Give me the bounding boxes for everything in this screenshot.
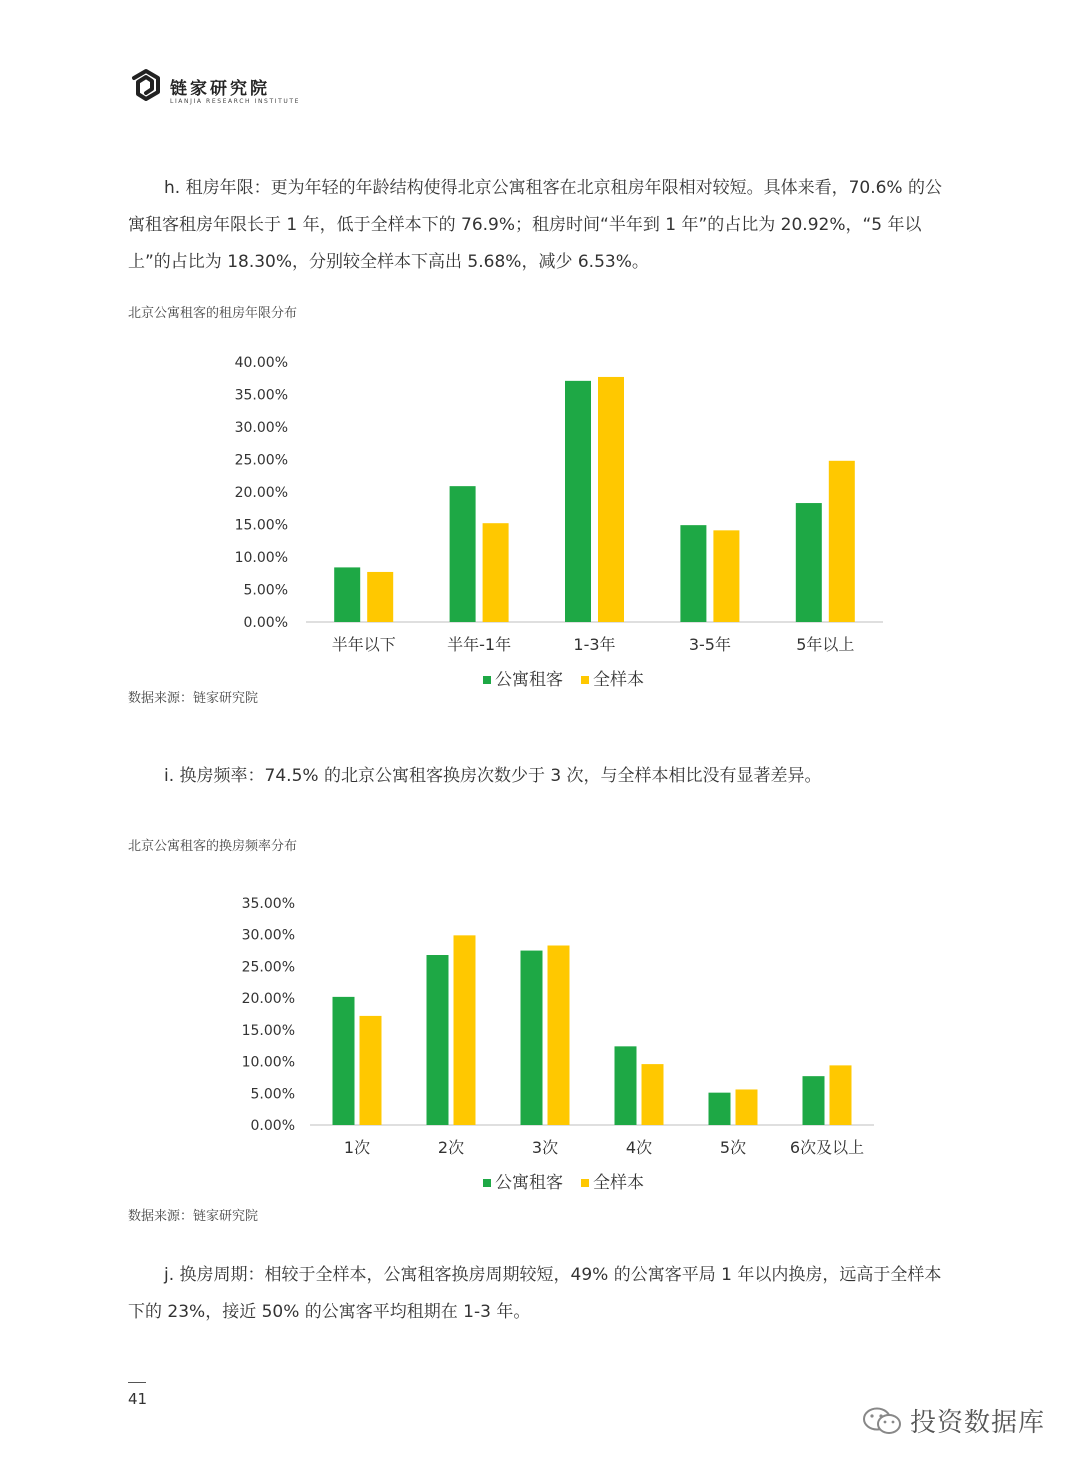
- bar-apartment: [427, 955, 449, 1125]
- y-tick-label: 5.00%: [250, 1086, 295, 1103]
- bar-apartment: [796, 503, 822, 622]
- bar-apartment: [680, 525, 706, 622]
- legend-label: 公寓租客: [495, 670, 563, 690]
- chart2-caption: 北京公寓租客的换房频率分布: [128, 839, 298, 854]
- bar-all-sample: [548, 945, 570, 1125]
- y-tick-label: 10.00%: [234, 550, 288, 566]
- x-tick-label: 5年以上: [796, 635, 855, 654]
- wechat-icon: [862, 1406, 904, 1436]
- x-tick-label: 半年以下: [331, 635, 396, 654]
- y-tick-label: 15.00%: [234, 517, 288, 534]
- y-tick-label: 20.00%: [234, 485, 288, 501]
- paragraph-text: h. 租房年限：更为年轻的年龄结构使得北京公寓租客在北京租房年限相对较短。具体来看，70.6% 的公寓租客租房年限长于 1 年，低于全样本下的 76.9%；租房时间“半年到 1 年”的占比为 20.92%，“5 年以上”的占比为 18.30%，分别较全样本下高出 5.68%，减少 6.53%。: [128, 178, 942, 272]
- x-tick-label: 4次: [625, 1138, 653, 1157]
- bar-apartment: [803, 1076, 825, 1125]
- page-number: 41: [128, 1390, 148, 1408]
- y-tick-label: 0.00%: [250, 1118, 295, 1134]
- watermark-text: 投资数据库: [910, 1408, 1046, 1438]
- bar-apartment: [615, 1046, 637, 1125]
- paragraph-text: i. 换房频率：74.5% 的北京公寓租客换房次数少于 3 次，与全样本相比没有显著差异。: [164, 766, 822, 786]
- paragraph-move-cycle: [128, 1257, 954, 1331]
- x-tick-label: 1-3年: [573, 635, 616, 654]
- footer-divider: [128, 1382, 146, 1383]
- x-tick-label: 3-5年: [688, 635, 731, 654]
- x-tick-label: 1次: [343, 1138, 371, 1157]
- x-tick-label: 半年-1年: [447, 635, 512, 654]
- chart-move-frequency: [0, 880, 1080, 1204]
- bar-all-sample: [830, 1065, 852, 1125]
- y-tick-label: 35.00%: [234, 387, 288, 404]
- legend-label: 全样本: [593, 670, 644, 690]
- y-tick-label: 30.00%: [234, 420, 288, 436]
- chart1-caption: 北京公寓租客的租房年限分布: [128, 306, 298, 321]
- y-tick-label: 35.00%: [241, 896, 295, 912]
- bar-apartment: [333, 997, 355, 1125]
- x-tick-label: 3次: [531, 1138, 559, 1157]
- y-tick-label: 25.00%: [234, 452, 288, 469]
- bar-all-sample: [829, 461, 855, 622]
- y-tick-label: 0.00%: [243, 615, 288, 631]
- bar-apartment: [450, 486, 476, 622]
- chart2-source: 数据来源：链家研究院: [128, 1209, 259, 1224]
- bar-apartment: [565, 381, 591, 622]
- bar-all-sample: [713, 530, 739, 622]
- legend-swatch: [483, 676, 491, 684]
- bar-apartment: [709, 1093, 731, 1125]
- bar-all-sample: [483, 523, 509, 622]
- bar-all-sample: [736, 1089, 758, 1125]
- y-tick-label: 10.00%: [241, 1054, 295, 1071]
- x-tick-label: 2次: [437, 1138, 465, 1157]
- y-tick-label: 30.00%: [241, 927, 295, 944]
- paragraph-text: j. 换房周期：相较于全样本，公寓租客换房周期较短，49% 的公寓客平局 1 年以内换房，远高于全样本下的 23%，接近 50% 的公寓客平均租期在 1-3 年。: [128, 1265, 942, 1322]
- chart-rental-duration: [0, 340, 1080, 704]
- chart1-source: 数据来源：链家研究院: [128, 691, 259, 706]
- legend-swatch: [581, 1179, 589, 1187]
- brand-subtitle: LIANJIA RESEARCH INSTITUTE: [170, 98, 301, 105]
- x-tick-label: 6次及以上: [789, 1138, 865, 1157]
- y-tick-label: 25.00%: [241, 959, 295, 976]
- bar-apartment: [521, 951, 543, 1125]
- bar-all-sample: [367, 572, 393, 622]
- chart2-svg: [0, 880, 1080, 1200]
- bar-all-sample: [454, 935, 476, 1125]
- bar-all-sample: [360, 1016, 382, 1125]
- y-tick-label: 40.00%: [234, 355, 288, 371]
- bar-apartment: [334, 567, 360, 622]
- chart1-svg: [0, 340, 1080, 700]
- y-tick-label: 15.00%: [241, 1022, 295, 1039]
- y-tick-label: 5.00%: [243, 582, 288, 599]
- bar-all-sample: [642, 1064, 664, 1125]
- legend-swatch: [483, 1179, 491, 1187]
- paragraph-move-frequency: [128, 758, 954, 795]
- legend-label: 公寓租客: [495, 1173, 563, 1193]
- y-tick-label: 20.00%: [241, 991, 295, 1008]
- brand-name: 链家研究院: [170, 79, 270, 99]
- x-tick-label: 5次: [719, 1138, 747, 1157]
- brand-logo: [128, 68, 308, 112]
- bar-all-sample: [598, 377, 624, 622]
- legend-label: 全样本: [593, 1173, 644, 1193]
- paragraph-rental-duration: [128, 170, 954, 281]
- legend-swatch: [581, 676, 589, 684]
- lianjia-logo-icon: [128, 68, 164, 104]
